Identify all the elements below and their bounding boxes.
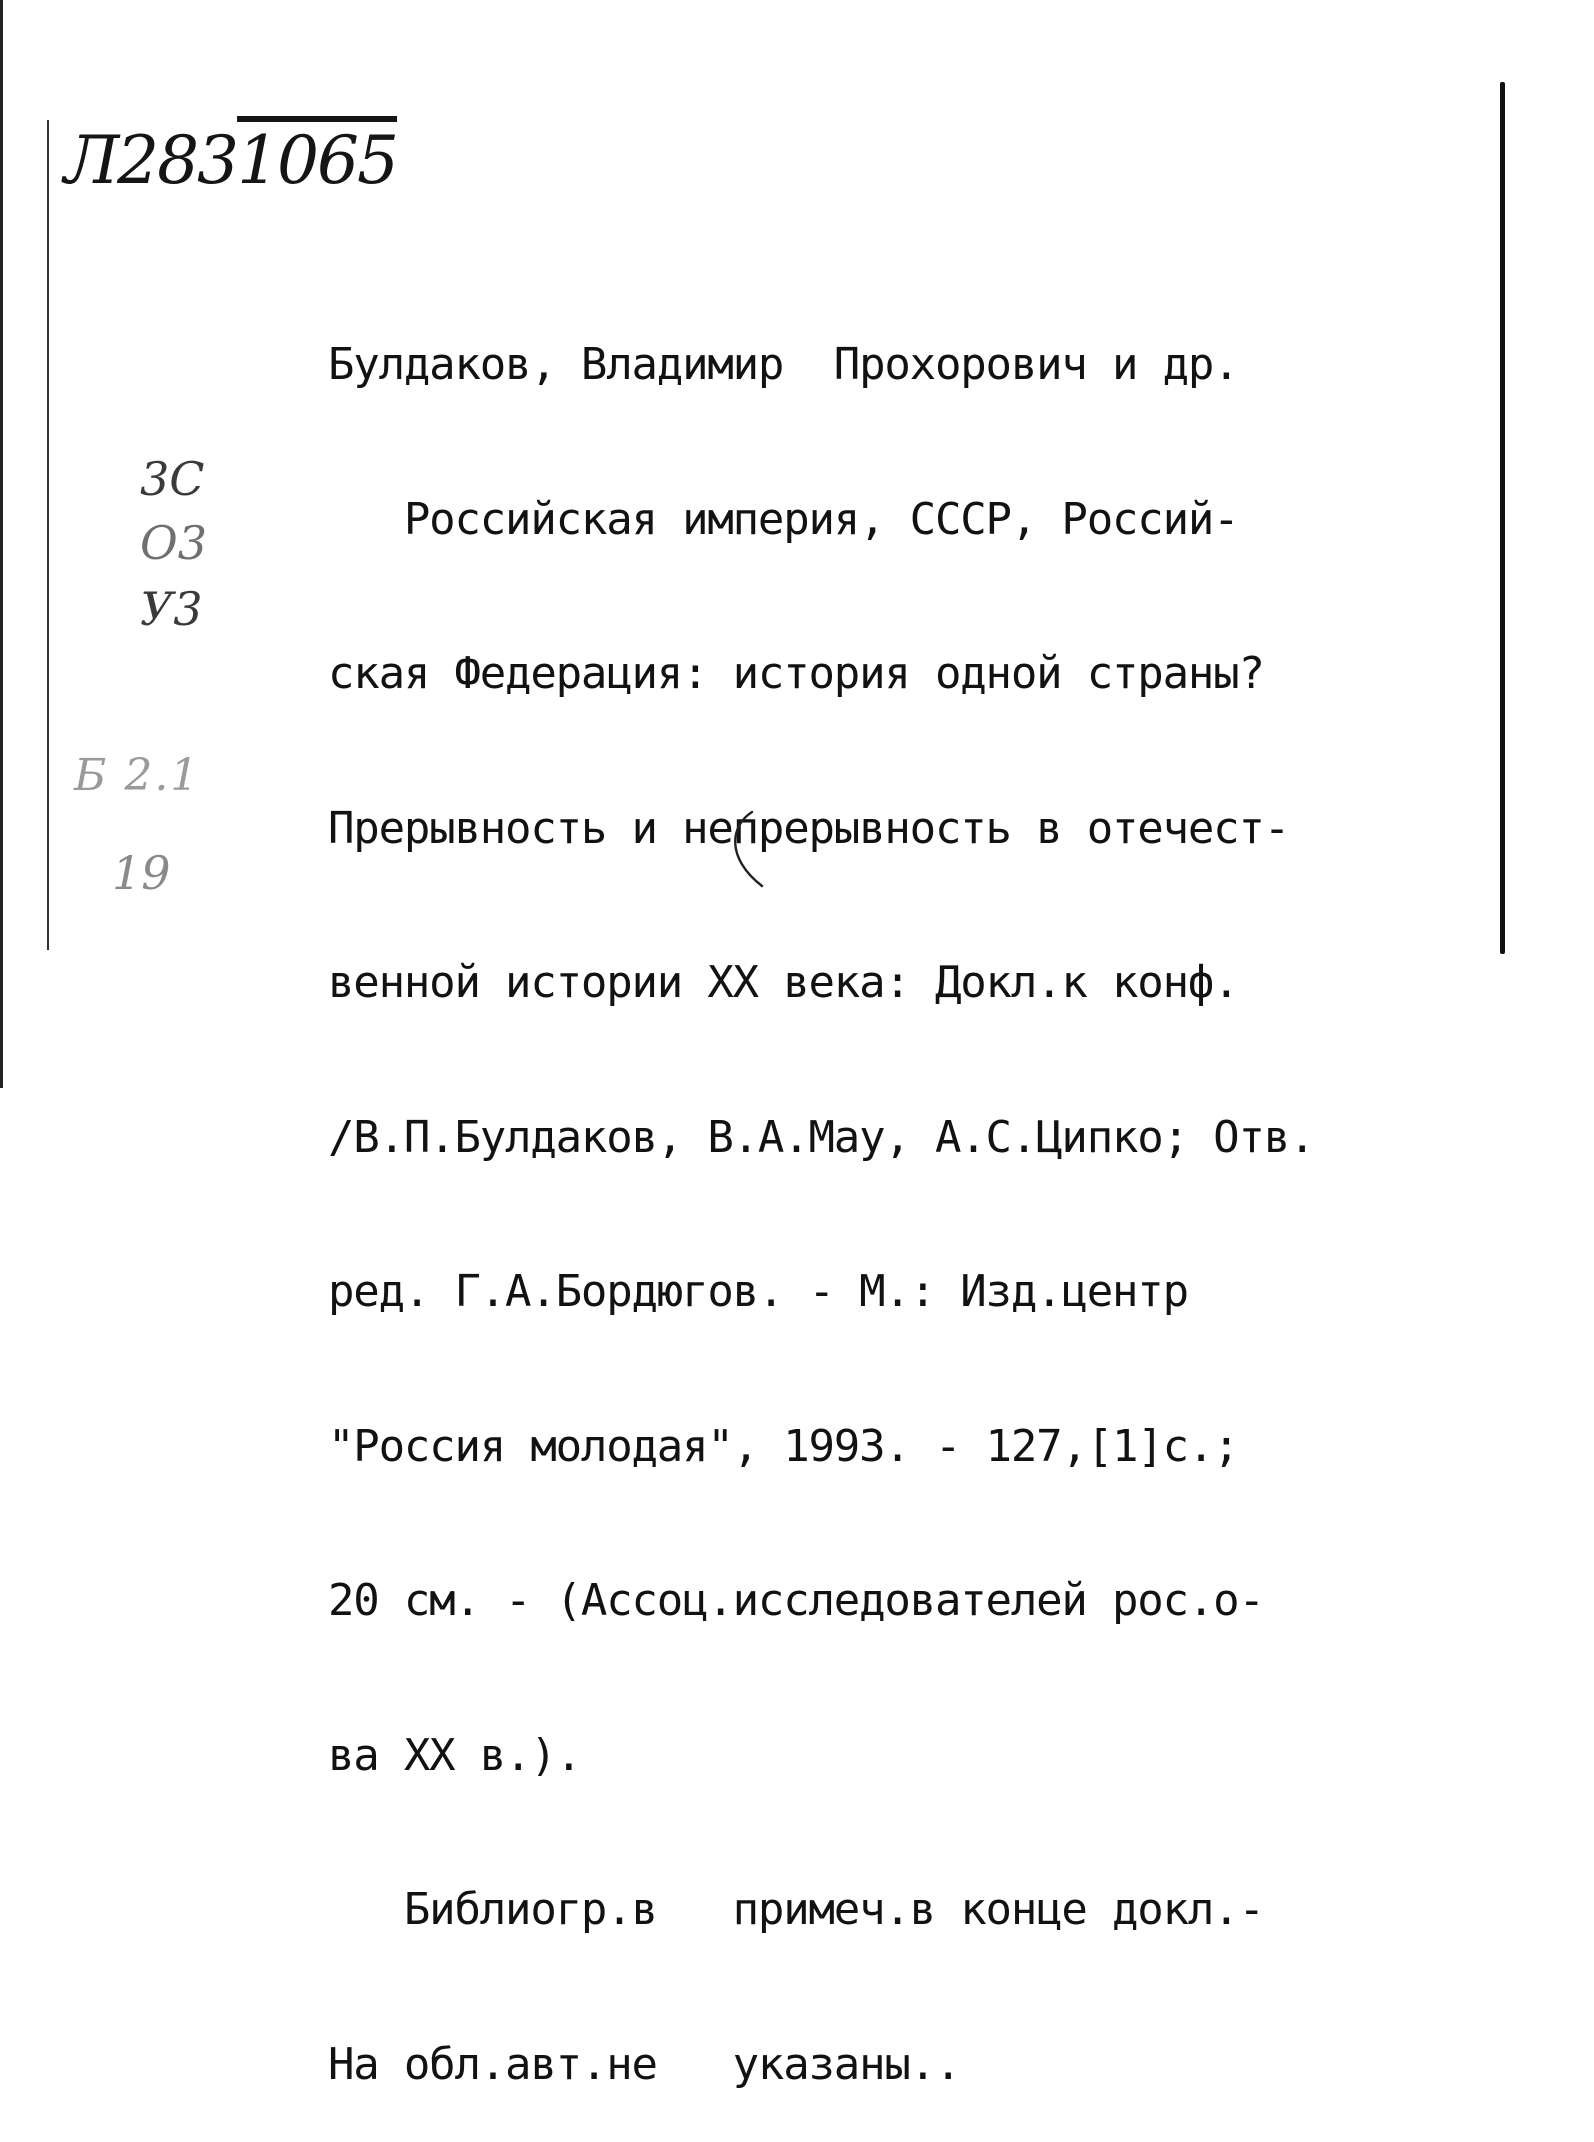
pencil-mark <box>722 808 772 890</box>
call-number-suffix: 1065 <box>237 122 398 199</box>
margin-code: У3 <box>140 582 203 636</box>
card-line: венной истории XX века: Докл.к конф. <box>328 957 1239 1008</box>
card-line: ская Федерация: история одной страны? <box>328 648 1264 699</box>
call-number <box>64 122 397 199</box>
left-margin-rule <box>47 120 49 950</box>
catalog-card-text <box>328 236 1498 2142</box>
card-line: ред. Г.А.Бордюгов. - М.: Изд.центр <box>328 1266 1188 1317</box>
pencil-stroke <box>735 812 762 886</box>
right-margin-rule <box>1500 82 1505 954</box>
card-line: Библиогр.в примеч.в конце докл.- <box>328 1884 1264 1935</box>
card-left-edge <box>0 0 3 1088</box>
card-line: Прерывность и непрерывность в отечест- <box>328 802 1290 854</box>
margin-code: 19 <box>112 846 171 900</box>
card-line: 20 см. - (Ассоц.исследователей рос.о- <box>328 1575 1264 1626</box>
call-number-prefix: Л283 <box>64 122 238 199</box>
margin-code: Б 2.1 <box>74 750 201 801</box>
card-line: На обл.авт.не указаны.. <box>328 2038 961 2090</box>
margin-code: О3 <box>140 516 207 570</box>
card-line: ва XX в.). <box>328 1729 581 1781</box>
card-line: "Россия молодая", 1993. - 127,[1]с.; <box>328 1420 1239 1472</box>
margin-code: 3С <box>140 452 205 506</box>
card-line: /В.П.Булдаков, В.А.Мау, А.С.Ципко; Отв. <box>328 1111 1315 1163</box>
card-line: Булдаков, Владимир Прохорович и др. <box>328 339 1239 390</box>
card-line: Российская империя, СССР, Россий- <box>328 493 1239 545</box>
